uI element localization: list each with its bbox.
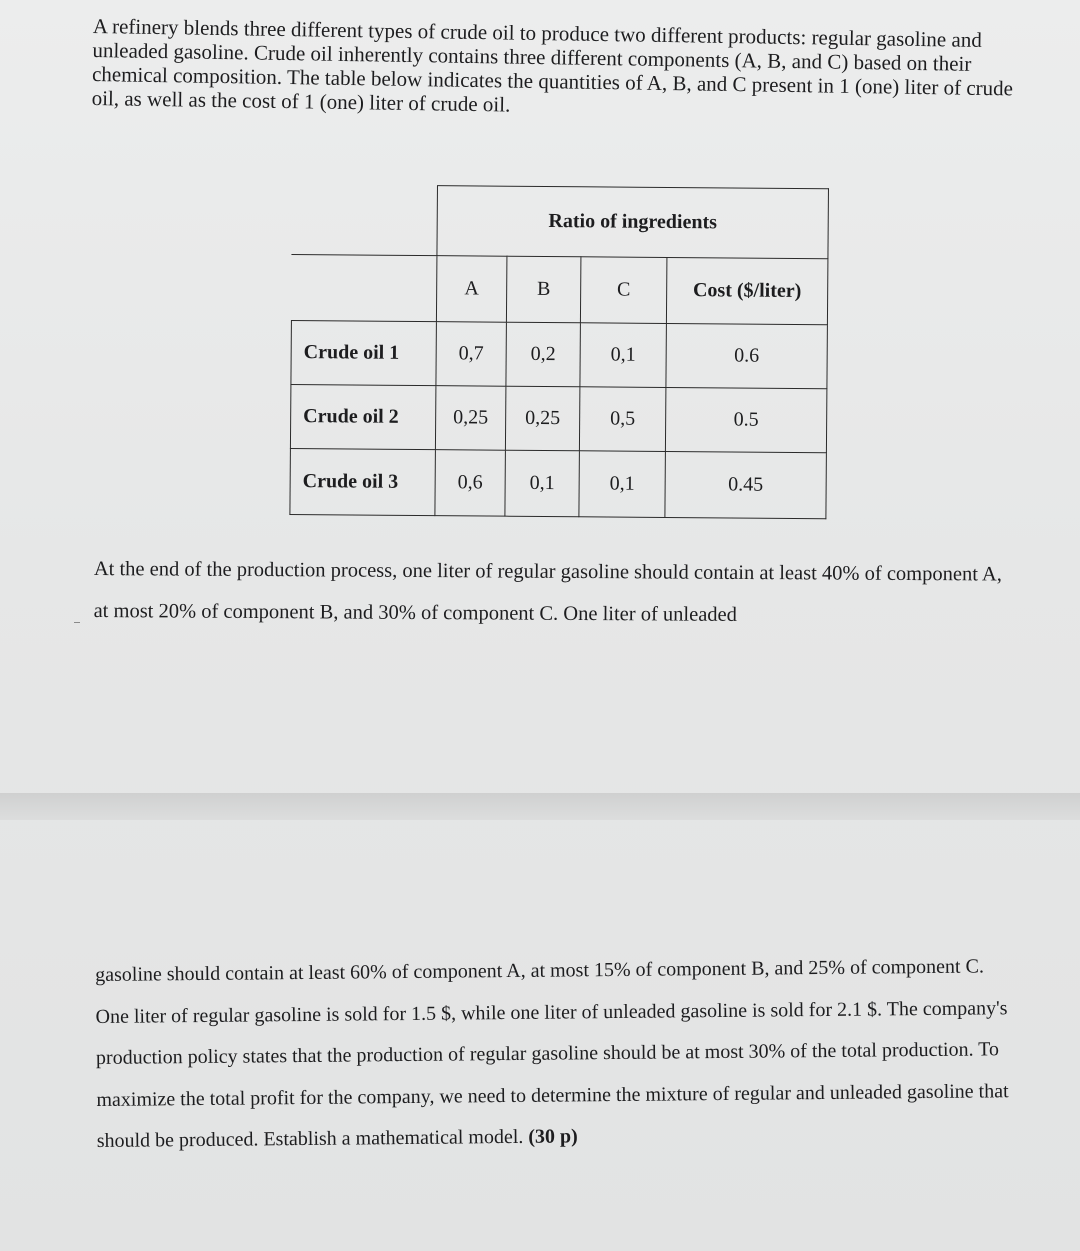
column-header-b: B bbox=[506, 256, 581, 323]
ratio-header: Ratio of ingredients bbox=[437, 186, 829, 259]
column-header-cost: Cost ($/liter) bbox=[666, 257, 828, 324]
column-header-a: A bbox=[436, 256, 507, 323]
cell-b: 0,25 bbox=[505, 386, 580, 451]
row-label: Crude oil 1 bbox=[291, 320, 436, 385]
table-corner-cell bbox=[292, 185, 438, 256]
cell-a: 0,7 bbox=[436, 322, 507, 387]
cell-cost: 0.5 bbox=[665, 387, 827, 452]
bottom-text-part1: gasoline should contain at least 60% of component A, at most 15% of component B, and 25% of component C. bbox=[95, 955, 984, 986]
cell-a: 0,6 bbox=[435, 450, 506, 517]
row-label: Crude oil 3 bbox=[290, 448, 436, 515]
cell-b: 0,1 bbox=[505, 450, 580, 517]
margin-mark bbox=[74, 622, 80, 623]
cell-a: 0,25 bbox=[435, 386, 506, 451]
table-row bbox=[290, 448, 827, 518]
table-corner-cell bbox=[291, 255, 437, 322]
cell-c: 0,1 bbox=[579, 451, 666, 518]
bottom-paragraph bbox=[95, 946, 1012, 1162]
row-label: Crude oil 2 bbox=[290, 384, 435, 449]
cell-cost: 0.6 bbox=[666, 323, 828, 388]
bottom-text-part2: One liter of regular gasoline is sold for 1.5 $, while one liter of unleaded gasoline is sold for 2.1 $. The company's production policy states that the production of regular gasoline should be at most 30% of the total production. To maximize the total profit for the company, we need to determine the mixture of regular and unleaded gasoline that should be produced. Establish a mathematical model. bbox=[95, 996, 1009, 1152]
table-row bbox=[291, 320, 828, 388]
intro-paragraph: A refinery blends three different types of crude oil to produce two different products: regular gasoline and unleaded gasoline. Crude oil inherently contains three different components (A, B, and C) based on their chemical composition. The table below indicates the quantities of A, B, and C present in 1 (one) liter of crude oil, as well as the cost of 1 (one) liter of crude oil. bbox=[91, 14, 1014, 117]
cell-cost: 0.45 bbox=[665, 451, 827, 518]
cell-c: 0,5 bbox=[579, 387, 666, 452]
middle-paragraph: At the end of the production process, one liter of regular gasoline should contain at least 40% of component A, at most 20% of component B, and 30% of component C. One liter of unleaded bbox=[93, 557, 1002, 626]
page-separator-band bbox=[0, 793, 1080, 820]
cell-c: 0,1 bbox=[580, 323, 667, 388]
table-row bbox=[290, 384, 827, 452]
points-label: (30 p) bbox=[528, 1125, 578, 1148]
column-header-c: C bbox=[580, 257, 667, 324]
cell-b: 0,2 bbox=[506, 322, 581, 387]
crude-oil-table bbox=[289, 184, 828, 518]
